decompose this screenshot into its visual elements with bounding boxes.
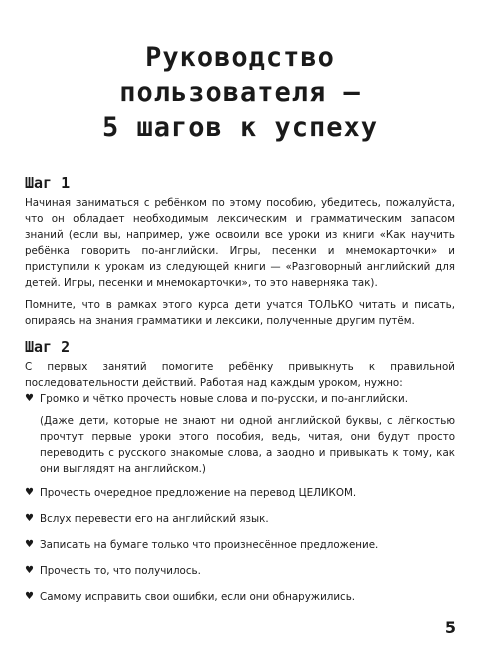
step-1-paragraph-2: Помните, что в рамках этого курса дети учатся ТОЛЬКО читать и писать, опираясь на знания грамматики и лексики, полученные другим путём.	[25, 299, 455, 327]
title-line-2: пользователя —	[119, 77, 361, 108]
list-item-text: Прочесть то, что получилось.	[40, 565, 201, 577]
step-2-note: (Даже дети, которые не знают ни одной английской буквы, с лёгкостью прочтут первые уроки этого пособия, ведь, читая, они будут просто переводить с русского знакомые слова, а заодно и привыкать к тому, как они выглядят на английском.)	[40, 415, 455, 475]
step-1-paragraph-1: Начиная заниматься с ребёнком по этому пособию, убедитесь, пожалуйста, что он обладает необходимым лексическим и грамматическим запасом знаний (если вы, например, уже освоили все уроки из книги «Как научить ребёнка говорить по-английски. Игры, песенки и мнемокарточки» и приступили к урокам из следующей книги — «Разговорный английский для детей. Игры, песенки и мнемокарточки», то это наверняка так).	[25, 197, 455, 289]
list-item	[25, 485, 455, 501]
list-item-text: Прочесть очередное предложение на перевод ЦЕЛИКОМ.	[40, 487, 357, 499]
title-line-3: 5 шагов к успеху	[101, 112, 379, 143]
list-item	[25, 563, 455, 579]
page-title	[0, 40, 480, 145]
step-2-heading: Шаг 2	[25, 338, 71, 356]
heart-bullet-icon: ♥	[25, 487, 34, 498]
list-item-text: Громко и чётко прочесть новые слова и по-русски, и по-английски.	[40, 393, 408, 405]
list-item-text: Самому исправить свои ошибки, если они обнаружились.	[40, 591, 356, 603]
step-2-intro: С первых занятий помогите ребёнку привыкнуть к правильной последовательности действий. Работая над каждым уроком, нужно:	[25, 361, 455, 389]
heart-bullet-icon: ♥	[25, 565, 34, 576]
step-2-list-continued	[25, 485, 455, 605]
step-2-list	[25, 391, 455, 407]
step-1-heading: Шаг 1	[25, 174, 71, 192]
title-line-1: Руководство	[145, 42, 335, 73]
main-content	[25, 175, 455, 615]
heart-bullet-icon: ♥	[25, 393, 34, 404]
list-item-text: Вслух перевести его на английский язык.	[40, 513, 269, 525]
list-item	[25, 391, 455, 407]
list-item	[25, 537, 455, 553]
list-item	[25, 589, 455, 605]
heart-bullet-icon: ♥	[25, 513, 34, 524]
list-item	[25, 511, 455, 527]
page-number: 5	[444, 618, 456, 637]
heart-bullet-icon: ♥	[25, 591, 34, 602]
list-item-text: Записать на бумаге только что произнесённое предложение.	[40, 539, 379, 551]
heart-bullet-icon: ♥	[25, 539, 34, 550]
